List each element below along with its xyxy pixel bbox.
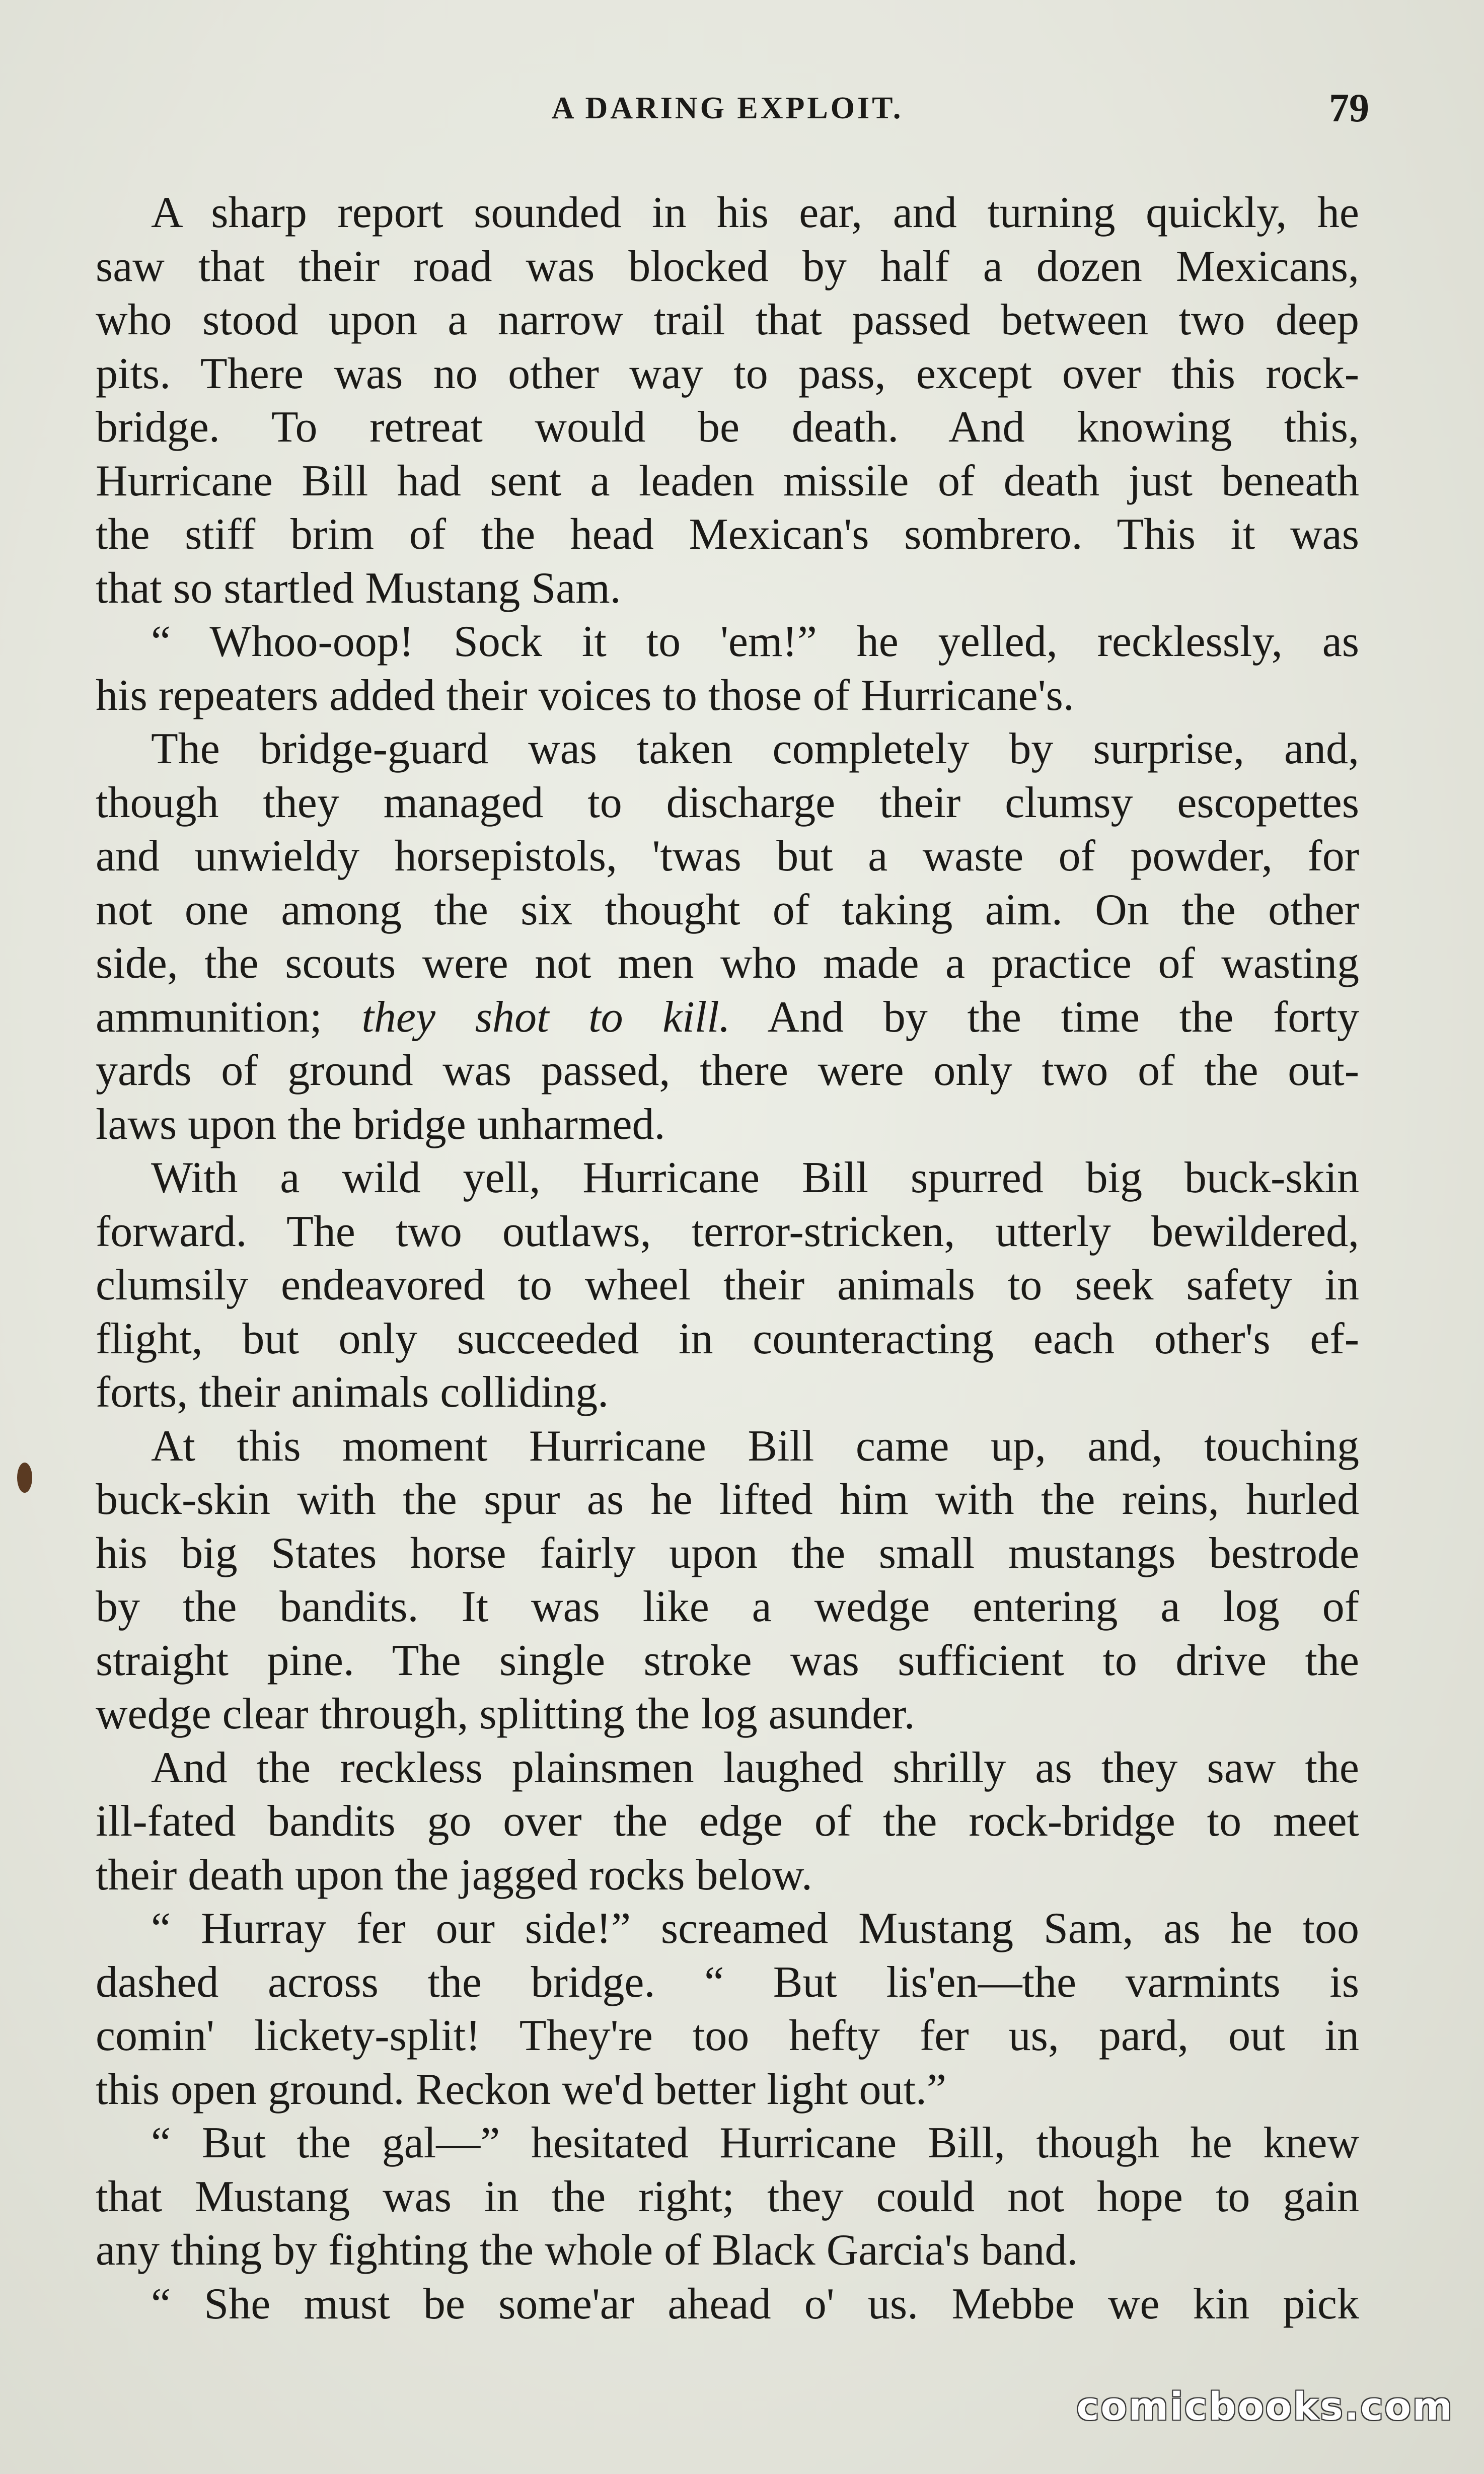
text-line: “ She must be some'ar ahead o' us. Mebbe we kin pick [151,2279,1359,2329]
text-line: that so startled Mustang Sam. [96,563,621,613]
running-head: A DARING EXPLOIT. [551,91,904,125]
text-line: that Mustang was in the right; they could not hope to gain [96,2172,1359,2221]
text-line: any thing by fighting the whole of Black Garcia's band. [96,2226,1078,2275]
text-line: comin' lickety-split! They're too hefty fer us, pard, out in [96,2011,1359,2060]
page-number: 79 [1329,86,1369,130]
italic-text: they shot to kill. [361,992,730,1042]
text-segment: ammunition; [96,992,322,1042]
text-line: wedge clear through, splitting the log asunder. [96,1690,915,1738]
text-line: dashed across the bridge. “ But lis'en—the varmints is [96,1957,1359,2007]
text-line: “ Hurray fer our side!” screamed Mustang Sam, as he too [151,1904,1359,1953]
text-line: forts, their animals colliding. [96,1368,609,1417]
text-line: not one among the six thought of taking aim. On the other [96,885,1359,934]
body-text [96,186,1359,2331]
text-line: this open ground. Reckon we'd better light out.” [96,2065,946,2114]
text-line: “ But the gal—” hesitated Hurricane Bill, though he knew [151,2119,1359,2167]
ink-spot [17,1463,32,1493]
text-line: yards of ground was passed, there were only two of the out- [96,1046,1359,1095]
text-line: his repeaters added their voices to those of Hurricane's. [96,671,1074,720]
text-line: by the bandits. It was like a wedge entering a log of [96,1582,1359,1631]
text-line: laws upon the bridge unharmed. [96,1100,665,1149]
text-line: saw that their road was blocked by half a dozen Mexicans, [96,242,1359,291]
text-line: the stiff brim of the head Mexican's sombrero. This it was [96,510,1359,559]
text-line: who stood upon a narrow trail that passed between two deep [96,296,1359,344]
text-line: and unwieldy horsepistols, 'twas but a waste of powder, for [96,832,1359,881]
text-line [96,991,1359,1045]
text-line: bridge. To retreat would be death. And knowing this, [96,403,1359,452]
text-line: his big States horse fairly upon the small mustangs bestrode [96,1529,1359,1578]
text-line: The bridge-guard was taken completely by surprise, and, [151,724,1359,773]
text-line: Hurricane Bill had sent a leaden missile of death just beneath [96,456,1359,505]
text-line: pits. There was no other way to pass, except over this rock- [96,349,1359,398]
text-line: forward. The two outlaws, terror-stricken, utterly bewildered, [96,1207,1359,1256]
text-segment: And by the time the forty [767,992,1359,1042]
text-line: “ Whoo-oop! Sock it to 'em!” he yelled, recklessly, as [151,617,1359,666]
text-line: A sharp report sounded in his ear, and turning quickly, he [151,188,1359,237]
text-line: With a wild yell, Hurricane Bill spurred big buck-skin [151,1153,1359,1202]
text-line: buck-skin with the spur as he lifted him with the reins, hurled [96,1475,1359,1524]
text-line: flight, but only succeeded in counteracting each other's ef- [96,1314,1359,1363]
text-line: ill-fated bandits go over the edge of the rock-bridge to meet [96,1797,1359,1846]
text-line: clumsily endeavored to wheel their animals to seek safety in [96,1261,1359,1309]
text-line: And the reckless plainsmen laughed shrilly as they saw the [151,1743,1359,1792]
watermark: comicbooks.com [1076,2384,1454,2429]
text-line: straight pine. The single stroke was sufficient to drive the [96,1636,1359,1685]
text-line: At this moment Hurricane Bill came up, and, touching [151,1421,1359,1471]
page-header [96,86,1369,141]
text-line: side, the scouts were not men who made a practice of wasting [96,939,1359,988]
text-line: though they managed to discharge their clumsy escopettes [96,778,1359,827]
text-line: their death upon the jagged rocks below. [96,1850,812,1900]
